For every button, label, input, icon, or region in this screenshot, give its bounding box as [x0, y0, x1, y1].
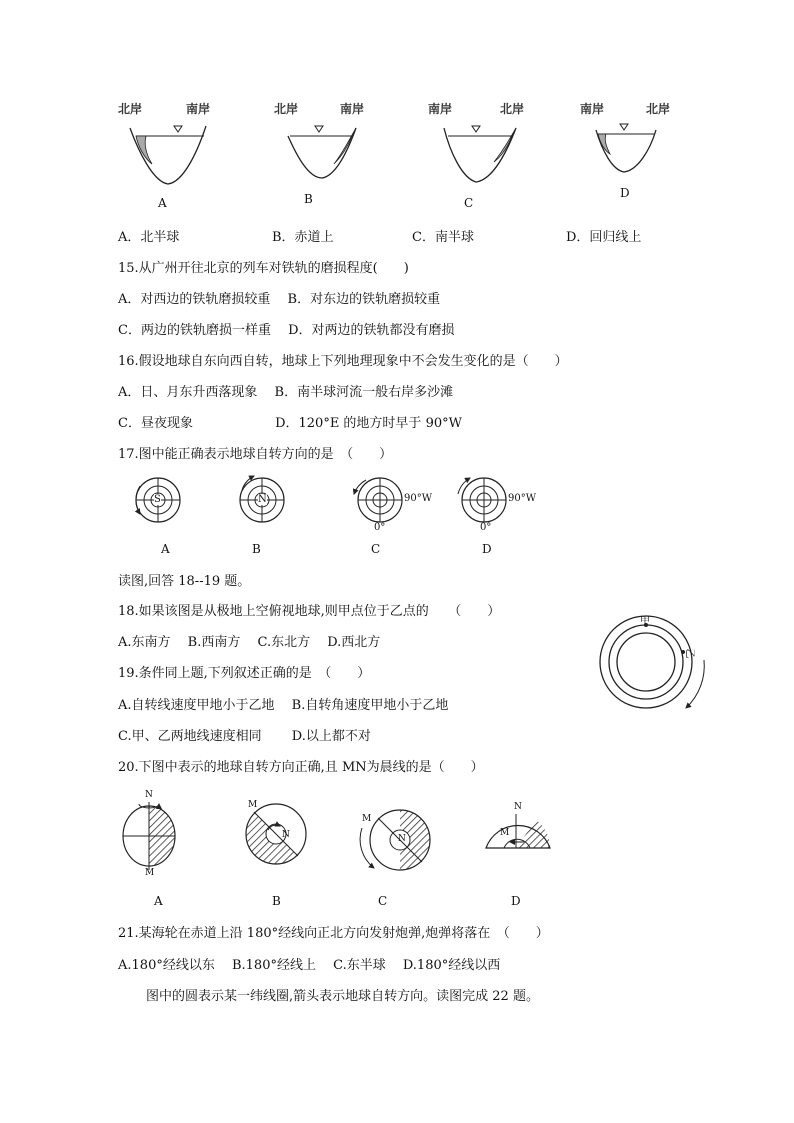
day-night-diagram [120, 800, 180, 872]
bank-left-label: 北岸 [118, 102, 143, 116]
q21-options[interactable]: A.180°经线以东 B.180°经线上 C.东半球 D.180°经线以西 [118, 958, 501, 973]
point-jia-label: 甲 [640, 616, 650, 627]
equatorial-diagram [460, 476, 512, 528]
option-label: C [378, 894, 388, 908]
option-label: A [154, 894, 163, 908]
point-yi-label: 乙 [683, 648, 695, 659]
bank-right-label: 南岸 [340, 102, 365, 116]
pole-letter: S [154, 494, 161, 505]
equatorial-diagram [356, 476, 408, 528]
option-label: B [272, 894, 281, 908]
bank-right-label: 北岸 [500, 102, 525, 116]
option-label: D [482, 542, 492, 556]
meridian-m-label: M [248, 800, 258, 810]
q22-intro: 图中的圆表示某一纬线圈,箭头表示地球自转方向。读图完成 22 题。 [146, 989, 539, 1004]
day-night-diagram [484, 812, 552, 852]
longitude-west-label: 90°W [404, 493, 433, 504]
longitude-west-label: 90°W [508, 493, 537, 504]
prime-meridian-label: 0° [374, 522, 386, 533]
q17-stem: 17.图中能正确表示地球自转方向的是 （ ） [118, 447, 393, 462]
meridian-m-label: M [500, 828, 510, 838]
q19-options-row2[interactable]: C.甲、乙两地线速度相同 D.以上都不对 [118, 729, 371, 744]
option-c[interactable]: C．南半球 [412, 230, 474, 245]
q18-options[interactable]: A.东南方 B.西南方 C.东北方 D.西北方 [118, 635, 381, 650]
q20-stem: 20.下图中表示的地球自转方向正确,且 MN为晨线的是（ ） [118, 760, 484, 775]
q16-options-row2[interactable]: C．昼夜现象 D．120°E 的地方时早于 90°W [118, 416, 462, 431]
q19-options-row1[interactable]: A.自转线速度甲地小于乙地 B.自转角速度甲地小于乙地 [118, 698, 449, 713]
q15-stem: 15.从广州开往北京的列车对铁轨的磨损程度( ) [118, 261, 409, 276]
prime-meridian-label: 0° [480, 522, 492, 533]
river-channel-diagram [286, 120, 366, 190]
north-pole-label: N [398, 834, 406, 844]
bank-left-label: 南岸 [580, 102, 605, 116]
option-a[interactable]: A．北半球 [118, 230, 180, 245]
bank-left-label: 南岸 [428, 102, 453, 116]
q16-stem: 16.假设地球自东向西自转，地球上下列地理现象中不会发生变化的是（ ） [118, 354, 568, 369]
q15-options-row1[interactable]: A．对西边的铁轨磨损较重 B．对东边的铁轨磨损较重 [118, 292, 441, 307]
day-night-diagram [244, 802, 308, 866]
concentric-latitude-diagram [598, 612, 718, 722]
q21-stem: 21.某海轮在赤道上沿 180°经线向正北方向发射炮弹,炮弹将落在 （ ） [118, 926, 549, 941]
pole-letter: N [258, 494, 267, 505]
bank-right-label: 南岸 [186, 102, 211, 116]
option-b[interactable]: B．赤道上 [272, 230, 334, 245]
meridian-m-label: M [145, 868, 155, 878]
option-label: B [252, 542, 261, 556]
option-label: D [511, 894, 521, 908]
q16-options-row1[interactable]: A．日、月东升西落现象 B．南半球河流一般右岸多沙滩 [118, 385, 454, 400]
river-channel-diagram [442, 120, 527, 190]
option-label: A [161, 542, 170, 556]
option-label: B [304, 192, 313, 206]
q18-19-intro: 读图,回答 18--19 题。 [118, 574, 251, 589]
north-pole-label: N [514, 802, 522, 812]
north-pole-label: N [145, 790, 153, 800]
north-pole-label: N [282, 830, 290, 840]
option-label: C [464, 196, 474, 210]
option-d[interactable]: D．回归线上 [566, 230, 642, 245]
q15-options-row2[interactable]: C．两边的铁轨磨损一样重 D．对两边的铁轨都没有磨损 [118, 323, 455, 338]
river-channel-diagram [128, 120, 218, 190]
river-channel-diagram [594, 120, 664, 180]
q18-stem: 18.如果该图是从极地上空俯视地球,则甲点位于乙点的 （ ） [118, 604, 501, 619]
option-label: A [158, 196, 167, 210]
option-label: C [371, 542, 381, 556]
option-label: D [620, 186, 630, 200]
q19-stem: 19.条件同上题,下列叙述正确的是 （ ） [118, 666, 371, 681]
meridian-m-label: M [362, 814, 372, 824]
bank-right-label: 北岸 [646, 102, 671, 116]
bank-left-label: 北岸 [274, 102, 299, 116]
